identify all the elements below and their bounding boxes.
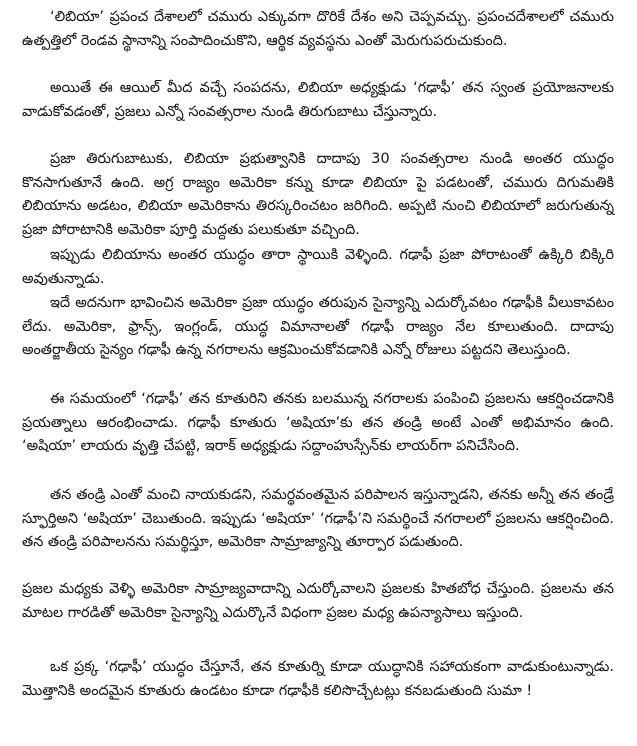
paragraph-civil-war: ప్రజా తిరుగుబాటుకు, లిబియా ప్రభుత్వానికి దాదాపు 30 సంవత్సరాల నుండి అంతర యుద్ధం కొనసాగుతూనే ఉంది. అగ్ర రాజ్యం అమెరికా కన్ను కూడా లిబియా పై పడటంతో, చమురు దిగుమతికి లిబియాను అడటం, లిబియా అమెరికాను తిరస్కరించటం జరిగింది. అప్పటి నుంచి లిబియాలో జరుగుతున్న ప్రజా పోరాటానికి అమెరికా పూర్తి మద్దతు పలుకుతూ వచ్చింది. <box>22 151 614 238</box>
paragraph-conclusion: ఒక ప్రక్క ‘గఢాఫీ’ యుద్ధం చేస్తూనే, తన కూతుర్ని కూడా యుద్ధానికి సహాయకంగా వాడుకుంటున్నాడు. మొత్తానికి అందమైన కూతురు ఉండటం కూడా గఢాఫీకి కలిసొచ్చేటట్లు కనబడుతుంది సుమా ! <box>22 659 614 699</box>
paragraph-speeches: ప్రజల మధ్యకు వెళ్ళి అమెరికా సామ్రాజ్యవాదాన్ని ఎదుర్కోవాలని ప్రజలకు హితబోధ చేస్తుంది. ప్రజలను తన మాటల గారడితో అమెరికా సైన్యాన్ని ఎదుర్కొనే విధంగా ప్రజల మధ్య ఉపన్యాసాలు ఇస్తుంది. <box>22 581 614 621</box>
paragraph-libya-oil: ‘లిబియా’ ప్రపంచ దేశాలలో చమురు ఎక్కువగా దొరికే దేశం అని చెప్పవచ్చు. ప్రపంచదేశాలలో చమురు ఉత్పత్తిలో రెండవ స్థానాన్ని సంపాదించుకొని, ఆర్థిక వ్యవస్థను ఎంతో మెరుగుపరుచుకుంది. <box>22 9 614 49</box>
paragraph-gaddafi-wealth: అయితే ఈ ఆయిల్ మీద వచ్చే సంపదను, లిబియా అధ్యక్షుడు ‘గఢాఫీ’ తన స్వంత ప్రయోజనాలకు వాడుకోవడంతో, ప్రజలు ఎన్నో సంవత్సరాల నుండి తిరుగుబాటు చేస్తున్నారు. <box>22 80 614 120</box>
paragraph-international-forces: ఇదే అదనుగా భావించిన అమెరికా ప్రజా యుద్ధం తరుపున సైన్యాన్ని ఎదుర్కోవటం గఢాఫీకి వీలుకావటం లేదు. అమెరికా, ఫ్రాన్స్, ఇంగ్లండ్, యుద్ధ విమానాలతో గఢాఫీ రాజ్యం నేల కూలుతుంది. దాదాపు అంతర్జాతీయ సైన్యం గఢాఫీ ఉన్న నగరాలను ఆక్రమించుకోవడానికి ఎన్నో రోజులు పట్టదని తెలుస్తుంది. <box>22 295 614 358</box>
paragraph-daughter-ayesha: ఈ సమయంలో ‘గఢాఫీ’ తన కూతురిని తనకు బలమున్న నగరాలకు పంపించి ప్రజలను ఆకర్షించడానికి ప్రయత్నాలు ఆరంభించాడు. గఢాఫీ కూతురు ‘అషియా’కు తన తండ్రి అంటే ఎంతో అభిమానం ఉంది. ‘అషియా’ లాయరు వృత్తి చేపట్టి, ఇరాక్ అధ్యక్షుడు సద్దాంహుస్సేన్‌కు లాయర్‌గా పనిచేసింది. <box>22 391 614 454</box>
paragraph-current-situation: ఇప్పుడు లిబియాను అంతర యుద్ధం తారా స్థాయికి వెళ్ళింది. గఢాఫీ ప్రజా పోరాటంతో ఉక్కిరి బిక్కిరి అవుతున్నాడు. <box>22 247 614 287</box>
paragraph-ayesha-support: తన తండ్రి ఎంతో మంచి నాయకుడని, సమర్థవంతమైన పరిపాలన ఇస్తున్నాడని, తనకు అన్నీ తన తండ్రే స్ఫూర్తిఅని ‘అషియా’ చెబుతుంది. ఇప్పుడు ‘అషియా’ ‘గఢాఫీ’ని సమర్థించే నగరాలలో ప్రజలను ఆకర్షించింది. తన తండ్రి పరిపాలనను సమర్థిస్తూ, అమెరికా సామ్రాజ్యాన్ని తూర్పార పడుతుంది. <box>22 487 614 550</box>
